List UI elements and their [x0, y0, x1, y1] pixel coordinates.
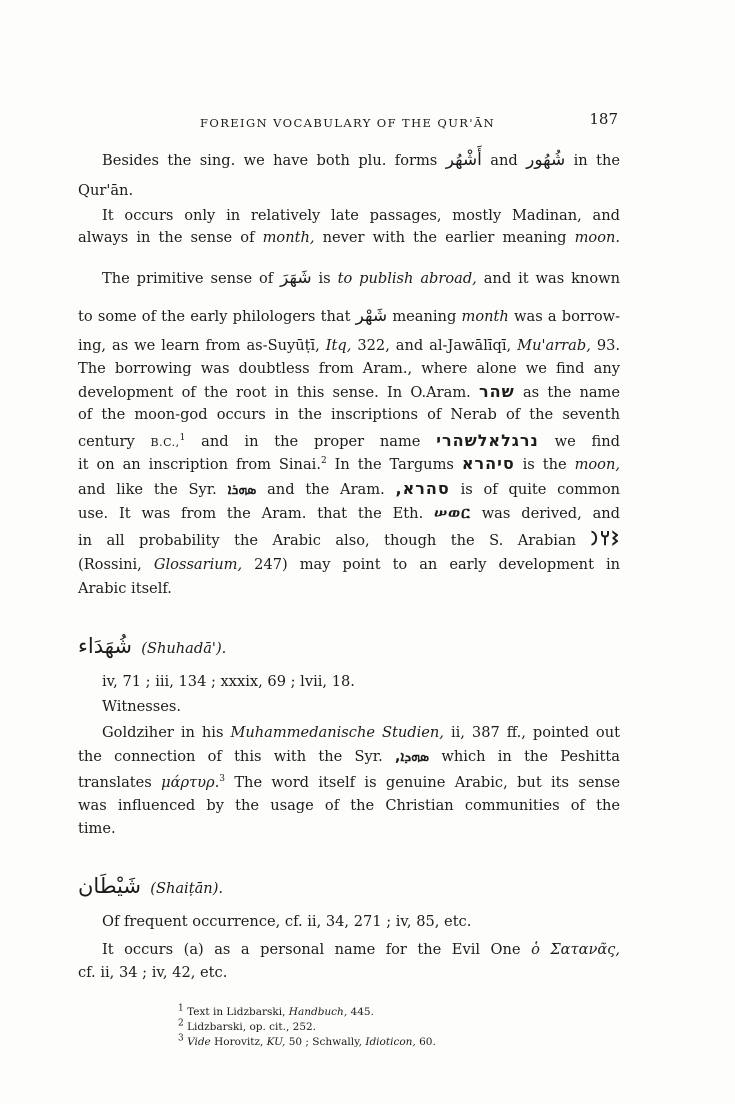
italic-word: Glossarium,: [153, 556, 243, 573]
text-line: [78, 530, 620, 551]
italic-word: Handbuch,: [288, 1006, 348, 1018]
text-line: The borrowing was doubtless from Aram., where alone we find any: [78, 360, 620, 377]
text-span: 247) may point to an early development in: [254, 556, 621, 573]
text-line: [78, 555, 620, 575]
arabic-word: شُهُور: [526, 150, 566, 170]
text-span: 93.: [596, 337, 621, 354]
text-span: Lidzbarski, op. cit., 252.: [187, 1021, 317, 1033]
footnote-ref: 1: [179, 433, 186, 444]
text-span: use. It was from the Aram. that the Eth.: [78, 505, 424, 522]
entry-gloss: Witnesses.: [102, 698, 182, 715]
italic-word: to publish abroad,: [337, 270, 477, 287]
text-span: ing, as we learn from as-Suyūṭī,: [78, 337, 320, 354]
text-line: [78, 228, 620, 248]
text-span: which in the Peshitta: [441, 748, 620, 765]
text-span: as the name: [522, 384, 621, 401]
running-header: [78, 110, 620, 134]
syriac-word: ܣܗܕܐ,: [395, 749, 430, 765]
arabic-word: شَهْر: [355, 306, 388, 326]
text-line: time.: [78, 820, 116, 837]
footnote-ref: 2: [320, 456, 327, 467]
italic-word: moon.: [574, 229, 621, 246]
text-span: in all probability the Arabic also, though the S. Arabian: [78, 532, 577, 549]
page-number: 187: [589, 110, 618, 128]
text-line: [78, 773, 620, 793]
text-span: never with the earlier meaning: [322, 229, 567, 246]
entry-references: iv, 71 ; iii, 134 ; xxxix, 69 ; lvii, 18.: [102, 673, 355, 690]
text-span: and it was known: [483, 270, 621, 287]
text-span: and the Aram.: [267, 481, 385, 498]
text-line: of the moon-god occurs in the inscriptions of Nerab of the seventh: [78, 406, 620, 423]
text-line: [78, 747, 620, 767]
text-line: It occurs only in relatively late passages, mostly Madinan, and: [102, 207, 620, 224]
greek-word: ὁ Σατανᾶς,: [531, 941, 620, 958]
text-span: 445.: [350, 1006, 374, 1018]
italic-word: month,: [262, 229, 315, 246]
hebrew-word: נרגלאלשהרי: [436, 431, 539, 450]
text-line: Arabic itself.: [78, 580, 172, 597]
text-line: was influenced by the usage of the Christian communities of the: [78, 797, 620, 814]
small-caps-abbrev: B.C.,: [150, 436, 180, 449]
text-span: is the: [522, 456, 567, 473]
footnote-mark: 3: [178, 1033, 184, 1044]
italic-word: Idioticon,: [365, 1036, 416, 1048]
text-line: [78, 336, 620, 356]
text-line: [78, 382, 620, 403]
text-span: In the Targums: [334, 456, 454, 473]
entry-heading-shaitan: [78, 874, 223, 898]
text-span: Goldziher in his: [102, 724, 224, 741]
hebrew-word: סהרא,: [395, 479, 450, 498]
syriac-word: ܣܗܪܐ: [227, 482, 257, 498]
text-span: meaning: [392, 308, 457, 325]
entry-transliteration: (Shaiṭān).: [150, 880, 224, 897]
text-span: is of quite common: [460, 481, 621, 498]
south-arabian-word: 𐩦𐩠𐩧: [590, 530, 620, 549]
text-line: [78, 503, 620, 524]
text-line: [78, 479, 620, 500]
entry-transliteration: (Shuhadā').: [141, 640, 227, 657]
footnote-mark: 1: [178, 1003, 184, 1014]
text-line: [78, 454, 620, 475]
text-line: [78, 431, 620, 453]
text-line: [78, 268, 620, 289]
text-span: The primitive sense of: [102, 270, 274, 287]
text-line: [78, 723, 620, 743]
text-span: in the: [573, 152, 621, 169]
text-span: 60.: [419, 1036, 436, 1048]
text-span: 50 ; Schwally,: [288, 1036, 362, 1048]
text-span: always in the sense of: [78, 229, 255, 246]
text-span: we find: [554, 433, 621, 450]
entry-heading-shuhada: [78, 634, 226, 658]
text-span: and like the Syr.: [78, 481, 217, 498]
text-span: and in the proper name: [201, 433, 421, 450]
text-span: It occurs (a) as a personal name for the Evil One: [102, 941, 521, 958]
text-span: ii, 387 ff., pointed out: [450, 724, 620, 741]
text-line: [78, 150, 620, 171]
text-span: was a borrow-: [514, 308, 621, 325]
text-span: development of the root in this sense. In O.Aram.: [78, 384, 471, 401]
ethiopic-word: ሠወር: [434, 503, 471, 522]
text-line: Qur'ān.: [78, 182, 134, 199]
italic-word: Mu'arrab,: [517, 337, 591, 354]
text-span: it on an inscription from Sinai.: [78, 456, 321, 473]
text-span: translates: [78, 774, 152, 791]
text-span: the connection of this with the Syr.: [78, 748, 383, 765]
italic-word: Itq,: [325, 337, 352, 354]
text-line: [78, 306, 620, 327]
italic-word: month: [461, 308, 509, 325]
italic-word: KU,: [266, 1036, 286, 1048]
text-span: century: [78, 433, 135, 450]
italic-word: Vide: [187, 1036, 211, 1048]
text-span: 322, and al-Jawālīqī,: [357, 337, 512, 354]
footnote-1: [178, 1005, 374, 1019]
text-span: The word itself is genuine Arabic, but its sense: [234, 774, 621, 791]
text-span: Horovitz,: [214, 1036, 264, 1048]
hebrew-word: סיהרא: [461, 454, 515, 473]
hebrew-word: שהר: [479, 382, 515, 401]
footnote-ref: 3: [219, 774, 225, 785]
arabic-word: أَشْهُر: [445, 150, 482, 170]
text-line: cf. ii, 34 ; iv, 42, etc.: [78, 964, 228, 981]
text-span: (Rossini,: [78, 556, 142, 573]
footnote-2: [178, 1020, 316, 1034]
text-span: and: [490, 152, 518, 169]
footnote-mark: 2: [178, 1018, 184, 1029]
text-span: Besides the sing. we have both plu. forms: [102, 152, 438, 169]
running-title: FOREIGN VOCABULARY OF THE QUR'ĀN: [200, 116, 496, 130]
entry-arabic-headword: شُهَدَاء: [78, 634, 133, 658]
italic-word: moon,: [574, 456, 621, 473]
greek-word: μάρτυρ.: [161, 774, 220, 791]
text-span: to some of the early philologers that: [78, 308, 351, 325]
entry-references: Of frequent occurrence, cf. ii, 34, 271 ; iv, 85, etc.: [102, 913, 472, 930]
arabic-word: شَهَرَ: [280, 268, 312, 288]
text-span: was derived, and: [481, 505, 621, 522]
footnote-3: [178, 1035, 436, 1049]
entry-arabic-headword: شَيْطَان: [78, 874, 141, 898]
text-span: Text in Lidzbarski,: [187, 1006, 286, 1018]
text-span: is: [318, 270, 331, 287]
text-line: [78, 940, 620, 960]
italic-word: Muhammedanische Studien,: [230, 724, 444, 741]
